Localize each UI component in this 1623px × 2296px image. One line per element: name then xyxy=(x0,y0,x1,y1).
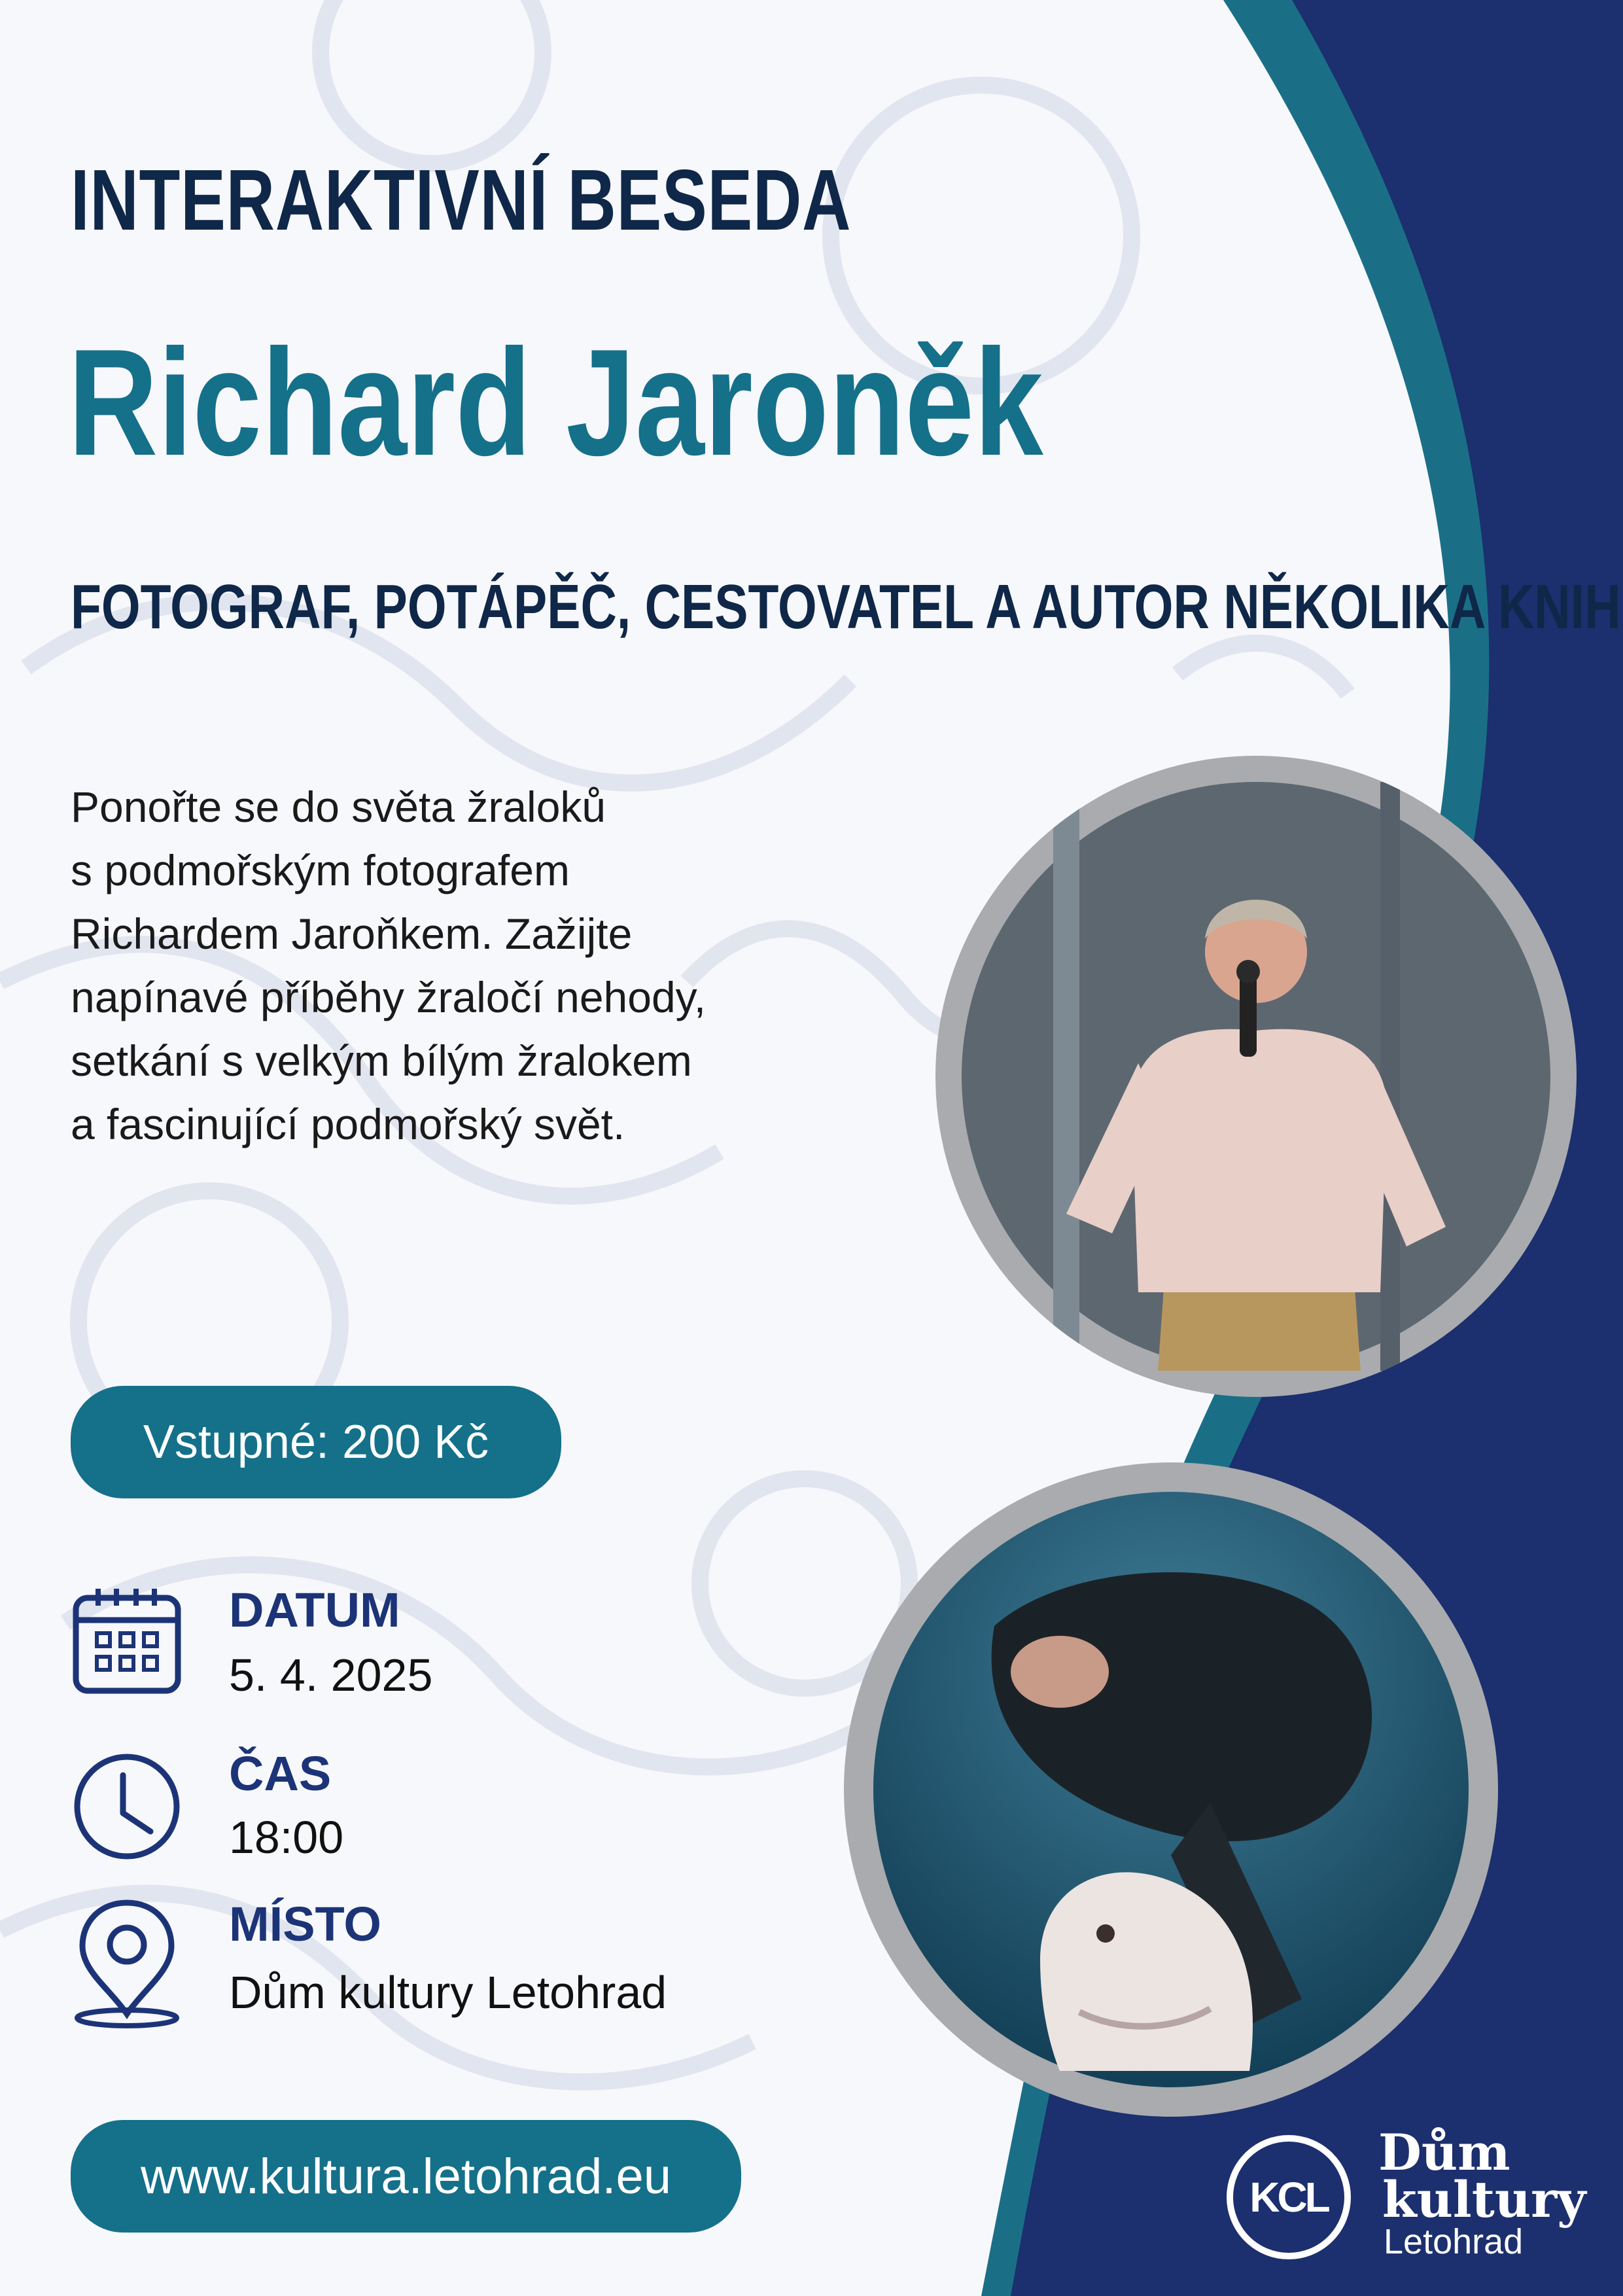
speaker-name: Richard Jaroněk xyxy=(68,318,1043,487)
time-value: 18:00 xyxy=(229,1812,344,1863)
speaker-photo-illustration xyxy=(935,756,1577,1397)
place-label: MÍSTO xyxy=(229,1897,381,1951)
date-value: 5. 4. 2025 xyxy=(229,1650,433,1701)
website-link[interactable]: www.kultura.letohrad.eu xyxy=(71,2120,741,2233)
event-type-heading: INTERAKTIVNÍ BESEDA xyxy=(71,152,852,248)
description-line: s podmořským fotografem xyxy=(71,846,570,894)
logo-monogram-ring xyxy=(1227,2135,1351,2259)
admission-badge: Vstupné: 200 Kč xyxy=(71,1386,561,1498)
place-value: Dům kultury Letohrad xyxy=(229,1967,667,2018)
logo-monogram: KCL xyxy=(1249,2174,1328,2221)
speaker-photo xyxy=(935,756,1577,1397)
description-line: Richardem Jaroňkem. Zažijte xyxy=(71,910,633,958)
description-line: setkání s velkým bílým žralokem xyxy=(71,1036,692,1085)
logo-line-1: Dům xyxy=(1378,2123,1510,2181)
speaker-roles: FOTOGRAF, POTÁPĚČ, CESTOVATEL A AUTOR NĚKOLIKA KNIH xyxy=(71,572,1621,642)
calendar-icon xyxy=(71,1583,183,1696)
diver-photo xyxy=(844,1462,1498,2117)
organizer-logo xyxy=(1227,2123,1606,2267)
description-line: a fascinující podmořský svět. xyxy=(71,1100,625,1148)
location-pin-icon xyxy=(71,1898,183,2028)
logo-line-3: Letohrad xyxy=(1384,2222,1524,2261)
time-label: ČAS xyxy=(229,1746,332,1801)
description-line: napínavé příběhy žraločí nehody, xyxy=(71,973,707,1021)
event-description xyxy=(71,775,888,1156)
description-line: Ponořte se do světa žraloků xyxy=(71,783,606,831)
logo-line-2: kultury xyxy=(1382,2170,1586,2229)
clock-icon xyxy=(71,1750,183,1863)
date-label: DATUM xyxy=(229,1583,400,1637)
diver-photo-illustration xyxy=(844,1462,1498,2117)
